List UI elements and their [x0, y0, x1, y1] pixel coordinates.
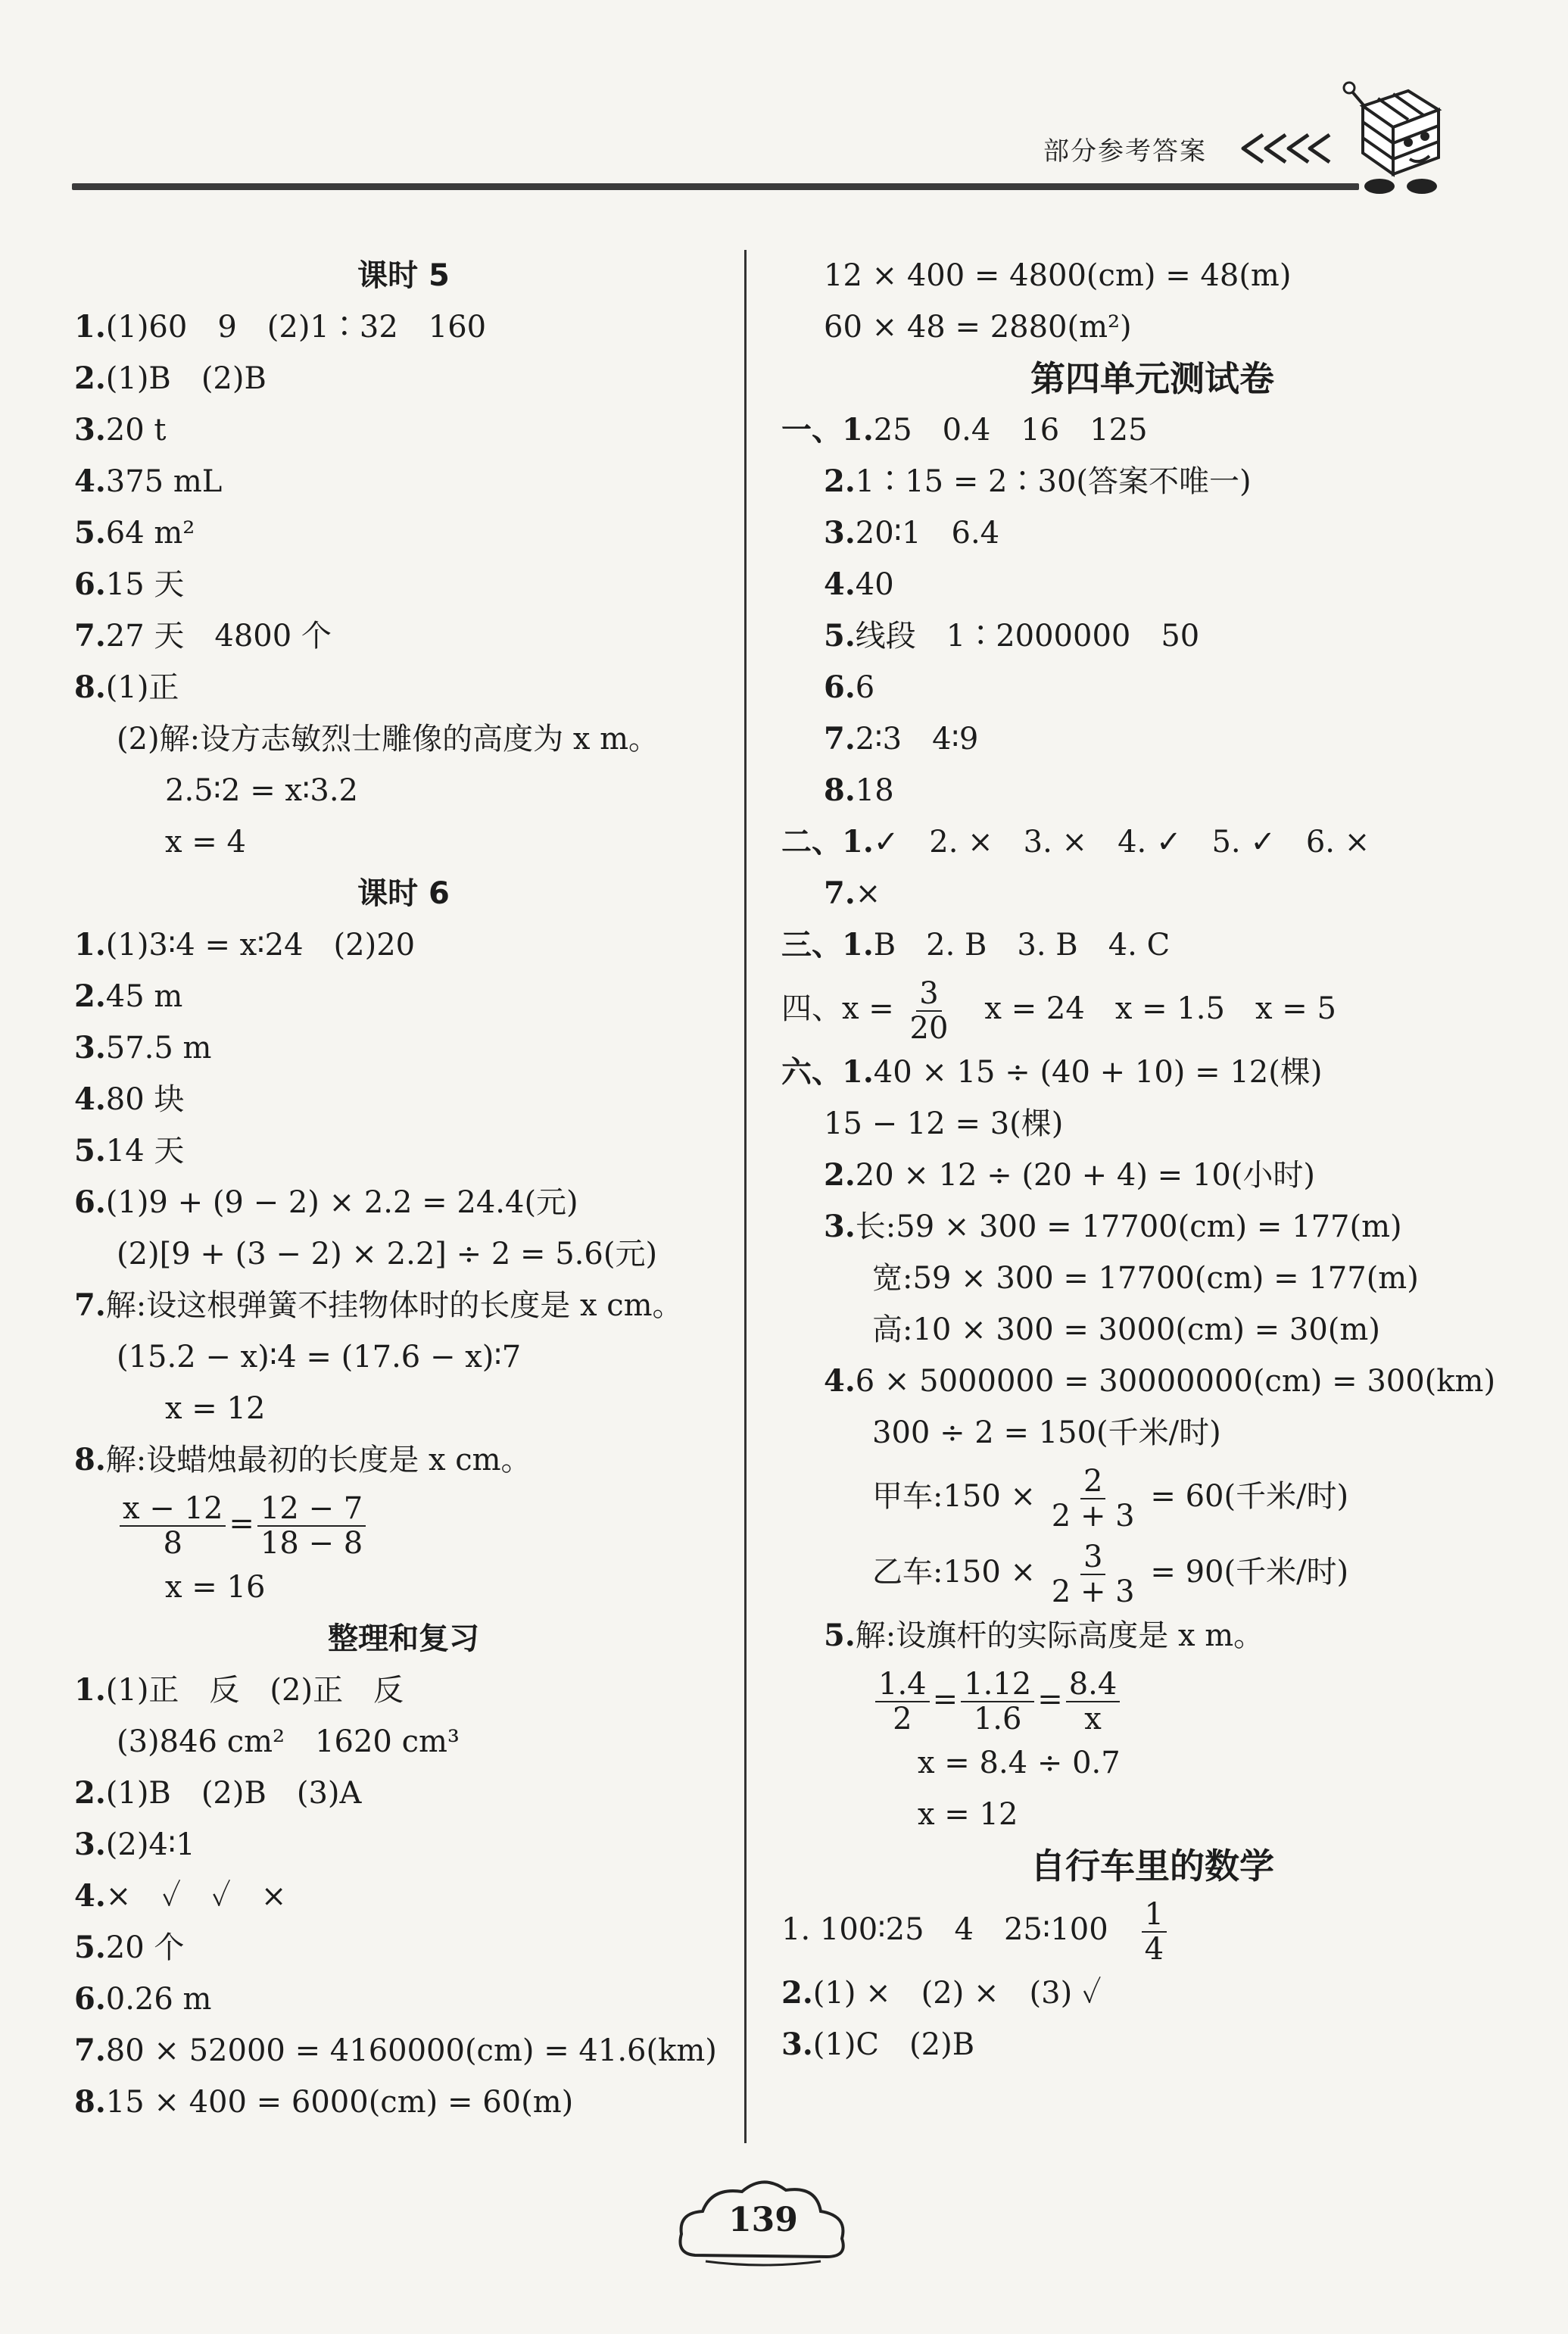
fraction-numerator: 2 [1080, 1465, 1105, 1499]
item-text: B 2. B 3. B 4. C [873, 928, 1171, 963]
item-text: × ✓ ✓ × [105, 1879, 287, 1914]
page-header [0, 0, 1568, 197]
item-text: 15 天 [105, 567, 185, 602]
column-divider [744, 250, 747, 2143]
answer-line [781, 868, 1523, 919]
item-number: 5. [824, 618, 856, 654]
section-heading: 自行车里的数学 [1030, 1846, 1274, 1886]
item-number: 8. [74, 2084, 106, 2120]
item-text: (1) × (2) × (3) ✓ [812, 1976, 1102, 2011]
item-number: 5. [74, 1930, 106, 1965]
item-text: 解:设蜡烛最初的长度是 x cm。 [105, 1443, 531, 1477]
answer-line [781, 1610, 1523, 1662]
fraction-numerator: 8.4 [1066, 1668, 1121, 1702]
answer-line: x = 12 [918, 1797, 1018, 1832]
equals-sign: = [229, 1506, 254, 1541]
answer-line [74, 971, 733, 1022]
page-number-cloud [672, 2172, 854, 2270]
line-suffix: x = 24 x = 1.5 x = 5 [954, 991, 1336, 1026]
fraction-numerator: 12 − 7 [257, 1492, 366, 1527]
answer-line: x = 4 [165, 825, 246, 860]
item-number: 3. [824, 515, 856, 551]
item-text: (1)3∶4 = x∶24 (2)20 [105, 928, 416, 963]
item-number: 4. [74, 1081, 106, 1117]
fraction-denominator: 18 − 8 [260, 1526, 363, 1561]
item-number: 7. [824, 875, 856, 911]
fraction-denominator: 4 [1144, 1932, 1164, 1967]
item-text: 40 [855, 567, 894, 602]
answer-line [781, 713, 1523, 765]
answer-line [74, 456, 733, 507]
item-number: 1. [74, 927, 106, 963]
item-text: 27 天 4800 个 [105, 619, 332, 654]
item-text: 20∶1 6.4 [855, 516, 1000, 551]
item-number: 3. [74, 412, 106, 448]
fraction [1049, 1465, 1138, 1533]
item-text: 25 0.4 16 125 [873, 413, 1148, 448]
answer-line: 300 ÷ 2 = 150(千米/时) [872, 1415, 1221, 1450]
answer-line [781, 1356, 1523, 1407]
item-number: 二、1. [781, 824, 874, 860]
answer-line: x = 16 [165, 1570, 266, 1605]
fraction [257, 1492, 366, 1560]
answer-line [74, 1022, 733, 1074]
item-number: 6. [74, 566, 106, 602]
item-number: 8. [74, 669, 106, 705]
answer-line [74, 662, 733, 713]
item-text: 长:59 × 300 = 17700(cm) = 177(m) [855, 1209, 1402, 1244]
answer-line: (15.2 − x)∶4 = (17.6 − x)∶7 [117, 1340, 522, 1375]
item-number: 4. [74, 463, 106, 499]
item-number: 1. [74, 1672, 106, 1708]
answer-line: 60 × 48 = 2880(m²) [824, 310, 1132, 345]
fraction [875, 1668, 930, 1736]
item-text: × [855, 876, 881, 911]
header-rule [72, 183, 1359, 190]
item-number: 一、1. [781, 412, 874, 448]
line-prefix: 乙车:150 × [872, 1555, 1046, 1590]
fraction-numerator: x − 12 [120, 1492, 226, 1527]
item-number: 2. [74, 360, 106, 396]
item-number: 8. [74, 1442, 106, 1477]
answer-line: 宽:59 × 300 = 17700(cm) = 177(m) [872, 1261, 1419, 1296]
item-number: 4. [824, 566, 856, 602]
cube-mascot-icon [1340, 76, 1454, 197]
answer-line [781, 610, 1523, 662]
item-number: 7. [824, 721, 856, 757]
item-text: 20 t [105, 413, 167, 448]
answer-line: 12 × 400 = 4800(cm) = 48(m) [824, 258, 1292, 293]
item-number: 3. [74, 1827, 106, 1862]
answer-line: (2)解:设方志敏烈士雕像的高度为 x m。 [117, 722, 659, 757]
item-text: 20 × 12 ÷ (20 + 4) = 10(小时) [855, 1158, 1316, 1193]
item-text: (1)正 反 (2)正 反 [105, 1673, 404, 1708]
item-text: 1∶15 = 2∶30(答案不唯一) [855, 464, 1252, 499]
fraction-numerator: 3 [916, 977, 941, 1012]
line-prefix: 四、x = [781, 991, 904, 1026]
item-number: 7. [74, 2033, 106, 2068]
item-number: 4. [74, 1878, 106, 1914]
item-number: 3. [824, 1209, 856, 1244]
left-column [74, 250, 733, 2128]
item-text: (2)4∶1 [105, 1827, 195, 1862]
answer-line [74, 1768, 733, 1819]
item-text: (1)60 9 (2)1∶32 160 [105, 310, 487, 345]
answer-line [781, 559, 1523, 610]
answer-line [74, 301, 733, 353]
fraction-line [781, 1459, 1523, 1534]
line-suffix: = 90(千米/时) [1140, 1555, 1349, 1590]
item-number: 8. [824, 772, 856, 808]
item-text: (1)C (2)B [812, 2027, 975, 2062]
answer-line [74, 2025, 733, 2077]
line-prefix: 1. 100∶25 4 25∶100 [781, 1912, 1139, 1947]
page-number: 139 [728, 2201, 798, 2239]
fraction-denominator: x [1084, 1702, 1102, 1736]
item-text: 20 个 [105, 1930, 185, 1965]
fraction-denominator: 8 [163, 1526, 182, 1561]
answer-line [781, 507, 1523, 559]
answer-line: (3)846 cm² 1620 cm³ [117, 1724, 460, 1759]
item-text: 18 [855, 773, 894, 808]
fraction-equation [74, 1486, 733, 1562]
answer-line [74, 1819, 733, 1871]
answer-line [781, 1201, 1523, 1253]
answer-line [781, 1150, 1523, 1201]
answer-line [781, 816, 1523, 868]
section-heading: 课时 5 [357, 258, 450, 293]
answer-line: 高:10 × 300 = 3000(cm) = 30(m) [872, 1312, 1380, 1347]
fraction-numerator: 1.4 [875, 1668, 930, 1702]
item-text: 45 m [105, 979, 183, 1014]
fraction [1066, 1668, 1121, 1736]
item-number: 3. [781, 2027, 813, 2062]
item-number: 3. [74, 1030, 106, 1066]
item-number: 2. [74, 1775, 106, 1811]
equals-sign: = [932, 1682, 959, 1717]
item-text: 解:设这根弹簧不挂物体时的长度是 x cm。 [105, 1288, 683, 1323]
section-heading: 第四单元测试卷 [1030, 358, 1274, 399]
answer-line [74, 1871, 733, 1922]
answer-line [781, 919, 1523, 971]
answer-line [74, 404, 733, 456]
item-text: (1)B (2)B [105, 361, 267, 396]
answer-line [781, 765, 1523, 816]
fraction [961, 1668, 1034, 1736]
item-text: 0.26 m [105, 1982, 212, 2017]
item-number: 6. [824, 669, 856, 705]
answer-line [74, 1974, 733, 2025]
answer-line [74, 1125, 733, 1177]
item-text: 15 × 400 = 6000(cm) = 60(m) [105, 2085, 574, 2120]
answer-line [74, 1665, 733, 1716]
item-text: (1)正 [105, 670, 179, 705]
item-text: (1)9 + (9 − 2) × 2.2 = 24.4(元) [105, 1185, 578, 1220]
item-number: 1. [74, 309, 106, 345]
header-title: 部分参考答案 [1043, 136, 1207, 167]
right-column [781, 250, 1523, 2070]
item-number: 6. [74, 1184, 106, 1220]
answer-line [74, 919, 733, 971]
fraction-denominator: 2 + 3 [1051, 1499, 1135, 1534]
answer-line [781, 662, 1523, 713]
item-number: 7. [74, 618, 106, 654]
item-number: 2. [824, 1157, 856, 1193]
equals-sign: = [1037, 1682, 1063, 1717]
answer-line [74, 559, 733, 610]
answer-line [74, 507, 733, 559]
fraction [1049, 1540, 1138, 1609]
answer-line [781, 404, 1523, 456]
item-text: 线段 1∶2000000 50 [855, 619, 1200, 654]
answer-line: (2)[9 + (3 − 2) × 2.2] ÷ 2 = 5.6(元) [117, 1237, 658, 1272]
fraction-denominator: 2 [893, 1702, 912, 1736]
answer-line [781, 456, 1523, 507]
answer-line [74, 1074, 733, 1125]
item-number: 5. [74, 515, 106, 551]
fraction-line [781, 1892, 1523, 1967]
item-text: 57.5 m [105, 1031, 212, 1066]
item-number: 6. [74, 1981, 106, 2017]
item-text: 6 [855, 670, 875, 705]
answer-line [74, 610, 733, 662]
chevrons-left-icon [1233, 130, 1331, 167]
fraction-equation [781, 1662, 1523, 1737]
answer-line [781, 1967, 1523, 2019]
fraction-numerator: 1 [1142, 1898, 1167, 1933]
item-number: 三、1. [781, 927, 874, 963]
answer-line [74, 1177, 733, 1228]
fraction-numerator: 1.12 [961, 1668, 1034, 1702]
fraction-line [781, 971, 1523, 1047]
fraction [1142, 1898, 1167, 1966]
item-text: 6 × 5000000 = 30000000(cm) = 300(km) [855, 1364, 1496, 1399]
item-text: (1)B (2)B (3)A [105, 1776, 362, 1811]
item-number: 5. [74, 1133, 106, 1169]
fraction [120, 1492, 226, 1560]
fraction-denominator: 2 + 3 [1051, 1574, 1135, 1609]
line-prefix: 甲车:150 × [872, 1479, 1046, 1514]
fraction-denominator: 20 [909, 1011, 949, 1046]
section-heading: 整理和复习 [328, 1621, 479, 1656]
answer-line [74, 1434, 733, 1486]
item-text: 80 块 [105, 1082, 185, 1117]
answer-line [74, 353, 733, 404]
answer-line [74, 1280, 733, 1331]
item-text: ✓ 2. × 3. × 4. ✓ 5. ✓ 6. × [873, 825, 1370, 860]
answer-line: x = 12 [165, 1391, 266, 1426]
item-number: 2. [74, 978, 106, 1014]
answer-line [781, 2019, 1523, 2070]
fraction [907, 977, 952, 1045]
answer-line [781, 1047, 1523, 1098]
item-text: 80 × 52000 = 4160000(cm) = 41.6(km) [105, 2033, 717, 2068]
answer-line [74, 1922, 733, 1974]
fraction-numerator: 3 [1080, 1540, 1105, 1575]
answer-line [74, 2077, 733, 2128]
item-text: 2∶3 4∶9 [855, 722, 979, 757]
item-text: 解:设旗杆的实际高度是 x m。 [855, 1618, 1264, 1653]
item-number: 7. [74, 1287, 106, 1323]
item-number: 2. [824, 463, 856, 499]
fraction-denominator: 1.6 [973, 1702, 1022, 1736]
item-number: 4. [824, 1363, 856, 1399]
item-number: 5. [824, 1618, 856, 1653]
answer-line: 2.5∶2 = x∶3.2 [165, 773, 358, 808]
line-suffix: = 60(千米/时) [1140, 1479, 1349, 1514]
section-heading: 课时 6 [357, 876, 450, 911]
answer-line: x = 8.4 ÷ 0.7 [918, 1746, 1121, 1780]
item-number: 六、1. [781, 1054, 874, 1090]
item-text: 64 m² [105, 516, 195, 551]
fraction-line [781, 1534, 1523, 1610]
answer-line: 15 − 12 = 3(棵) [824, 1106, 1064, 1141]
item-number: 2. [781, 1975, 813, 2011]
item-text: 375 mL [105, 464, 223, 499]
item-text: 14 天 [105, 1134, 185, 1169]
item-text: 40 × 15 ÷ (40 + 10) = 12(棵) [873, 1055, 1323, 1090]
